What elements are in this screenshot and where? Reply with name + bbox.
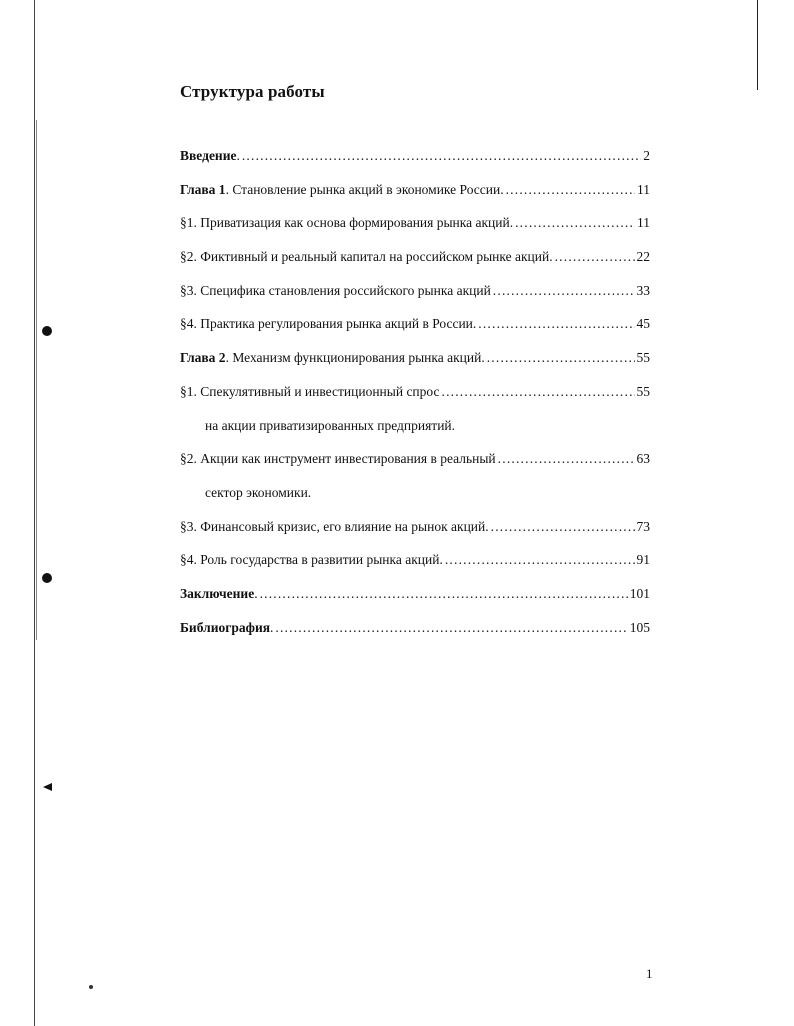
toc-entry <box>180 552 650 586</box>
toc-entry-label <box>180 215 513 231</box>
toc-entry <box>180 283 650 317</box>
toc-entry-label <box>180 552 443 568</box>
toc-page-number: 55 <box>636 383 650 399</box>
toc-page-number: 55 <box>636 350 650 366</box>
toc-entry <box>180 620 650 654</box>
toc-entry-continuation <box>180 418 650 452</box>
toc-entry-bold: Глава 2 <box>180 350 226 366</box>
toc-entry-text: . Становление рынка акций в экономике России. <box>225 181 504 197</box>
toc-entry-bold: Заключение <box>180 585 255 601</box>
toc-entry-bold: Библиография <box>180 619 271 635</box>
toc-entry <box>180 148 650 182</box>
toc-entry-label <box>180 182 504 198</box>
toc-entry-label <box>180 283 491 299</box>
toc-page-number: 33 <box>636 282 650 298</box>
toc-page-number: 11 <box>637 215 650 231</box>
toc-entry <box>180 451 650 485</box>
toc-entry-text: на акции приватизированных предприятий. <box>205 417 456 433</box>
toc-page-number: 2 <box>643 148 650 163</box>
toc-entry-label <box>180 586 258 602</box>
toc-page-number: 101 <box>629 585 650 601</box>
toc-entry <box>180 350 650 384</box>
toc-entry-text: сектор экономики. <box>205 484 312 500</box>
toc-entry-bold: Глава 1 <box>180 181 226 197</box>
toc-entry-text: . <box>236 148 240 163</box>
toc-entry-text: . <box>254 585 258 601</box>
toc-entry <box>180 586 650 620</box>
toc-page-number: 45 <box>636 316 650 332</box>
toc-entry-label <box>180 316 476 332</box>
scan-speck <box>89 985 93 989</box>
toc-entry <box>180 249 650 283</box>
toc-page-number: 73 <box>636 518 650 534</box>
toc-entry-text: §1. Приватизация как основа формирования рынка акций. <box>180 215 514 231</box>
toc-entry-label <box>180 350 485 366</box>
toc-entry <box>180 215 650 249</box>
toc-page-number: 22 <box>636 249 650 265</box>
toc-page-number: 63 <box>636 451 650 467</box>
toc-leader-dots <box>487 350 635 366</box>
toc-entry-label <box>180 249 553 265</box>
toc-leader-dots <box>506 182 635 198</box>
toc-entry-label <box>180 519 489 535</box>
toc-entry-text: §3. Финансовый кризис, его влияние на рынок акций. <box>180 518 489 534</box>
toc-leader-dots <box>445 552 635 568</box>
table-of-contents <box>180 148 650 653</box>
toc-entry-label <box>180 451 496 467</box>
toc-entry-text: . Механизм функционирования рынка акций. <box>225 350 485 366</box>
toc-page-number: 11 <box>637 181 650 197</box>
toc-entry-text: §4. Роль государства в развитии рынка акций. <box>180 552 443 568</box>
toc-leader-dots <box>242 148 641 164</box>
toc-leader-dots <box>493 283 635 299</box>
toc-leader-dots <box>515 215 635 231</box>
toc-entry <box>180 182 650 216</box>
scan-edge-line <box>36 120 37 640</box>
toc-leader-dots <box>478 316 634 332</box>
toc-entry <box>180 519 650 553</box>
toc-leader-dots <box>260 586 628 602</box>
toc-entry-text: §1. Спекулятивный и инвестиционный спрос <box>180 383 440 399</box>
toc-leader-dots <box>498 451 635 467</box>
toc-page-number: 91 <box>636 552 650 568</box>
toc-entry-text: §2. Фиктивный и реальный капитал на российском рынке акций. <box>180 249 553 265</box>
toc-leader-dots <box>555 249 635 265</box>
toc-leader-dots <box>442 384 635 400</box>
toc-entry-text: §3. Специфика становления российского рынка акций <box>180 282 491 298</box>
toc-entry-text: §2. Акции как инструмент инвестирования в реальный <box>180 451 496 467</box>
toc-page-number: 105 <box>629 619 650 635</box>
toc-entry-bold: Введение <box>180 148 237 163</box>
toc-entry-label <box>180 620 273 636</box>
toc-entry-continuation <box>180 485 650 519</box>
toc-entry <box>180 384 650 418</box>
toc-leader-dots <box>491 519 635 535</box>
toc-leader-dots <box>275 620 627 636</box>
toc-entry-text: . <box>270 619 274 635</box>
toc-entry <box>180 316 650 350</box>
binder-hole-mark <box>42 326 52 336</box>
toc-entry-text: §4. Практика регулирования рынка акций в России. <box>180 316 477 332</box>
scan-edge-line <box>34 0 35 1026</box>
scan-edge-line <box>757 0 758 90</box>
page-title: Структура работы <box>180 82 325 101</box>
toc-entry-label <box>180 384 440 400</box>
page-number: 1 <box>646 966 653 981</box>
binder-hole-mark <box>42 573 52 583</box>
binder-arrow-mark <box>43 783 53 791</box>
toc-entry-label <box>180 148 240 164</box>
